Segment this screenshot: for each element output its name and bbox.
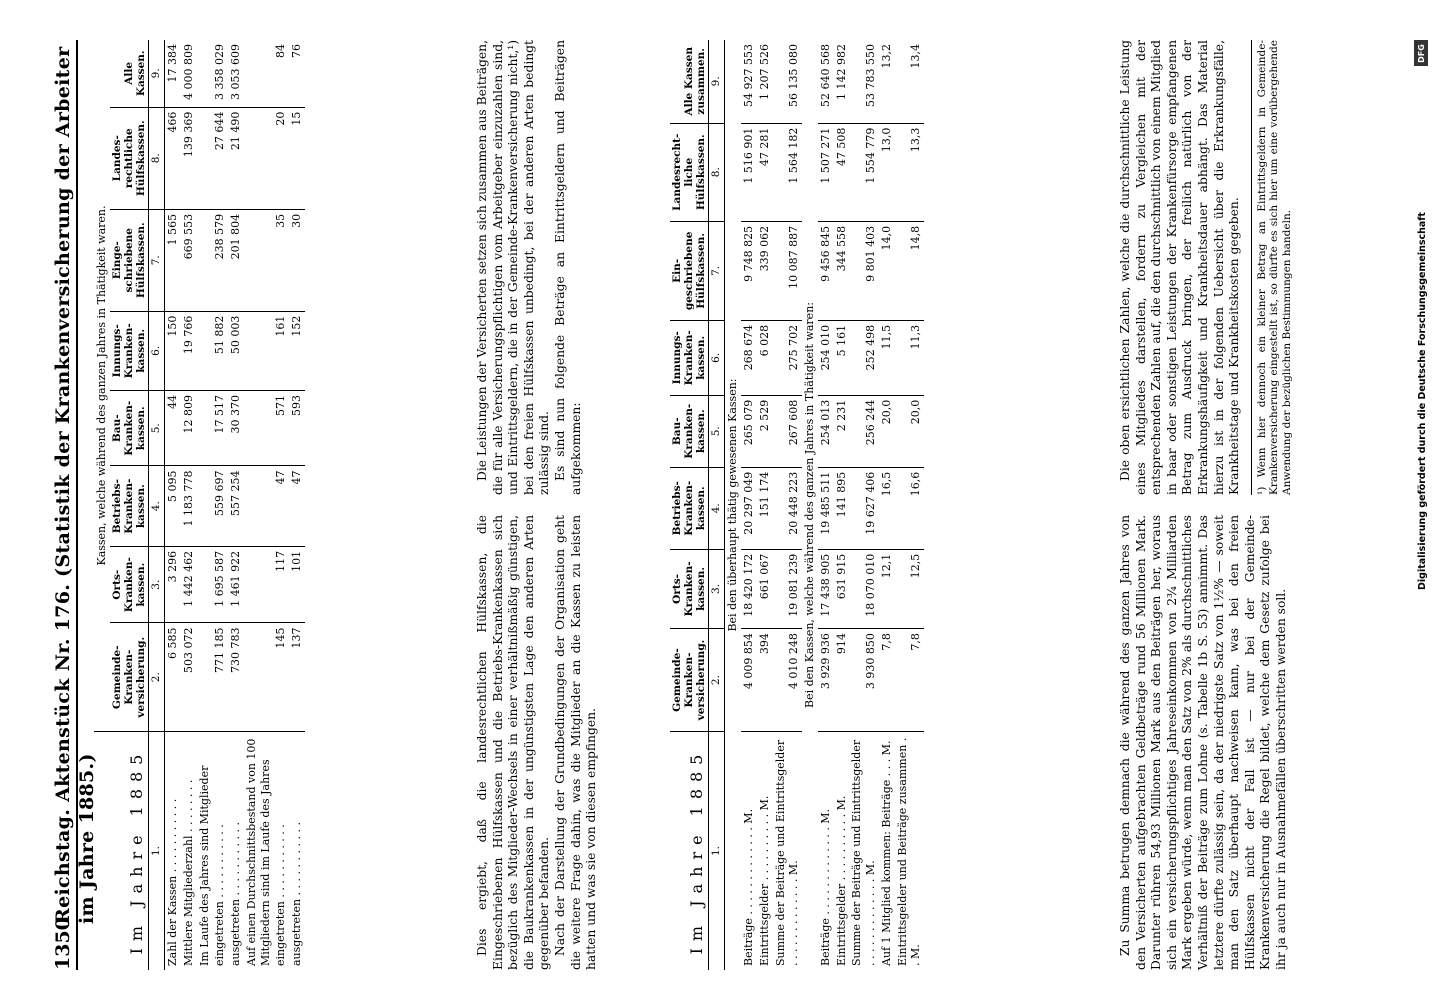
table-row <box>289 40 305 970</box>
cell-value: 20 448 223 <box>773 467 803 549</box>
column-header: Gemeinde-Kranken-versicherung. <box>670 629 709 732</box>
cell-value: 275 702 <box>773 320 803 395</box>
text-block-left-2 <box>1118 515 1290 970</box>
table-row <box>741 40 757 970</box>
cell-value: 5 161 <box>834 320 850 395</box>
column-number: 7. <box>709 221 725 320</box>
column-number: 9. <box>148 40 164 107</box>
section-row <box>802 40 818 970</box>
cell-value: 661 067 <box>757 549 773 628</box>
cell-value: 17 438 905 <box>818 549 834 628</box>
cell-value <box>197 466 213 546</box>
contributions-table-colnums <box>709 40 725 970</box>
cell-value: 44 <box>165 391 181 466</box>
text-block-right-1 <box>475 40 584 495</box>
text-block-left-1 <box>475 515 600 970</box>
super-header: Kassen, welche während des ganzen Jahres in Thätigkeit waren. <box>94 40 110 732</box>
cell-value: 344 558 <box>834 221 850 320</box>
table-row <box>895 40 925 970</box>
cell-value: 152 <box>289 311 305 390</box>
cell-value: 18 420 172 <box>741 549 757 628</box>
cell-value: 2 231 <box>834 395 850 467</box>
cell-value: 1 207 526 <box>757 40 773 123</box>
cell-value: 571 <box>273 391 289 466</box>
column-header: Betriebs-Kranken-kassen. <box>110 466 149 546</box>
cell-value: 3 930 850 <box>849 629 879 732</box>
cell-value: 139 369 <box>181 107 197 209</box>
cell-value: 161 <box>273 311 289 390</box>
cell-value: 914 <box>834 629 850 732</box>
cell-value: 19 627 406 <box>849 467 879 549</box>
cell-value: 30 370 <box>228 391 244 466</box>
cell-value: 1 442 462 <box>181 546 197 623</box>
cell-value: 238 579 <box>212 209 228 311</box>
row-label: Im Laufe des Jahres sind Mitglieder <box>197 765 211 966</box>
cell-value: 1 461 922 <box>228 546 244 623</box>
row-label: Eintrittsgelder . . . . . . . . . . M. <box>834 795 848 966</box>
column-number: 6. <box>148 311 164 390</box>
column-header: Ein-geschriebene Hülfskassen. <box>670 221 709 320</box>
cell-value: 9 456 845 <box>818 221 834 320</box>
column-number: 1. <box>148 732 164 971</box>
cell-value: 19 485 511 <box>818 467 834 549</box>
cell-value: 137 <box>289 623 305 732</box>
table-row <box>228 40 244 970</box>
cell-value: 254 010 <box>818 320 834 395</box>
row-label: Beiträge . . . . . . . . . . . . . M. <box>818 808 832 966</box>
row-label: Mittlere Mitgliederzahl . . . . . . . . <box>181 779 195 966</box>
cell-value: 730 783 <box>228 623 244 732</box>
row-label: Summe der Beiträge und Eintrittsgelder . . . . . . . . . . . . . M. <box>773 739 801 966</box>
cell-value: 252 498 <box>849 320 879 395</box>
cell-value: 56 135 080 <box>773 40 803 123</box>
section-caption: Bei den überhaupt thätig gewesenen Kassen: <box>726 378 740 632</box>
row-label: eingetreten . . . . . . . . . . . <box>213 824 227 966</box>
cell-value: 117 <box>273 546 289 623</box>
cell-value: 4 000 809 <box>181 40 197 107</box>
column-header: Orts-Kranken-kassen. <box>670 549 709 628</box>
cell-value: 466 <box>165 107 181 209</box>
table-row <box>773 40 803 970</box>
cell-value: 84 <box>273 40 289 107</box>
contributions-table-body <box>725 40 924 970</box>
table-row <box>879 40 895 970</box>
cell-value: 503 072 <box>181 623 197 732</box>
cell-value <box>244 311 274 390</box>
cell-value: 1 183 778 <box>181 466 197 546</box>
column-number: 3. <box>709 549 725 628</box>
column-number: 8. <box>148 107 164 209</box>
paragraph: Es sind nun folgende Beträge an Eintrittsgeldern und Beiträgen aufgekommen: <box>553 40 583 495</box>
table-row <box>273 40 289 970</box>
row-label: ausgetreten . . . . . . . . . . . <box>290 822 304 966</box>
cell-value: 1 564 182 <box>773 123 803 221</box>
paragraph: Die Leistungen der Versicherten setzen sich zusammen aus Beiträgen, die für alle Versicherungspflichtigen vom Arbeitgeber einzuzahlen sind, und Eintrittsgeldern, die in der Gemeinde-Krankenversicherung nicht,¹) bei den freien Hülfskassen unbedingt, bei der anderen Arten bedingt zulässig sind. <box>475 40 552 495</box>
cell-value: 19 766 <box>181 311 197 390</box>
cell-value: 14,8 <box>895 221 925 320</box>
table-row <box>212 40 228 970</box>
cell-value: 141 895 <box>834 467 850 549</box>
column-number: 9. <box>709 40 725 123</box>
cell-value: 13,0 <box>879 123 895 221</box>
column-header: Alle Kassen. <box>110 40 149 107</box>
cell-value: 4 009 854 <box>741 629 757 732</box>
paragraph: Dies ergiebt, daß die landesrechtlichen Hülfskassen, die Eingeschriebenen Hülfskassen und die Betriebs-Krankenkassen sich bezüglich des Mitglieder-Wechsels in einer verhältnißmäßig günstigen, die Baukrankenkassen in der ungünstigsten Lage den anderen Arten gegenüber befanden. <box>475 515 552 970</box>
column-number: 8. <box>709 123 725 221</box>
cell-value: 18 070 010 <box>849 549 879 628</box>
cell-value: 12 809 <box>181 391 197 466</box>
row-label: ausgetreten . . . . . . . . . . . <box>229 822 243 966</box>
column-header: Bau-Kranken-kassen. <box>110 391 149 466</box>
cell-value: 9 748 825 <box>741 221 757 320</box>
cell-value: 265 079 <box>741 395 757 467</box>
table-row <box>849 40 879 970</box>
cell-value: 6 028 <box>757 320 773 395</box>
section-row <box>725 40 741 970</box>
cell-value <box>197 209 213 311</box>
cell-value: 6 585 <box>165 623 181 732</box>
paragraph: Zu Summa betrugen demnach die während des ganzen Jahres von den Versicherten aufgebrachten Geldbeträge rund 56 Millionen Mark. Darunter rühren 54,93 Millionen Mark aus den Beiträgen her, woraus sich ein versicherungspflichtiges Jahreseinkommen von 2¾ Milliarden Mark ergeben würde, wenn man den Satz von 2% als durchschnittliches Verhältniß der Beiträge zum Lohne (s. Tabelle 1b S. 53) annimmt. Das letztere dürfte zulässig sein, da der niedrigste Satz von 1½% — soweit man den Satz überhaupt nachweisen kann, was bei den freien Hülfskassen nicht der Fall ist — nur bei der Gemeinde-Krankenversicherung die Regel bildet, welche dem Gesetz zufolge bei ihr ja auch nur in Ausnahmefällen überschritten werden soll. <box>1118 515 1289 970</box>
cell-value: 11,5 <box>879 320 895 395</box>
cell-value: 145 <box>273 623 289 732</box>
column-number: 2. <box>709 629 725 732</box>
cell-value <box>197 107 213 209</box>
row-label: Eintrittsgelder und Beiträge zusammen . . M. <box>895 737 923 966</box>
cell-value: 5 095 <box>165 466 181 546</box>
cell-value: 12,1 <box>879 549 895 628</box>
table-row <box>834 40 850 970</box>
column-number: 2. <box>148 623 164 732</box>
cell-value <box>197 623 213 732</box>
cell-value: 1 516 901 <box>741 123 757 221</box>
row-label: Auf einen Durchschnittsbestand von 100 Mitgliedern sind im Laufe des Jahres <box>244 738 272 966</box>
cell-value <box>197 311 213 390</box>
column-header: Alle Kassen zusammen. <box>670 40 709 123</box>
cell-value <box>197 391 213 466</box>
column-header: Innungs-Kranken-kassen. <box>110 311 149 390</box>
cell-value: 771 185 <box>212 623 228 732</box>
cell-value: 30 <box>289 209 305 311</box>
year-label: Im Jahre 1885 <box>94 732 148 971</box>
cell-value: 19 081 239 <box>773 549 803 628</box>
cell-value: 669 553 <box>181 209 197 311</box>
cell-value: 54 927 553 <box>741 40 757 123</box>
cell-value <box>244 209 274 311</box>
cell-value: 13,4 <box>895 40 925 123</box>
table-row <box>197 40 213 970</box>
cell-value: 10 087 887 <box>773 221 803 320</box>
cell-value: 150 <box>165 311 181 390</box>
cell-value: 268 674 <box>741 320 757 395</box>
cell-value <box>197 546 213 623</box>
page-header <box>50 40 98 970</box>
cell-value: 47 281 <box>757 123 773 221</box>
cell-value: 593 <box>289 391 305 466</box>
paragraph: Die oben ersichtlichen Zahlen, welche die durchschnittliche Leistung eines Mitgliedes darstellen, fordern zu Vergleichen mit der entsprechenden Zahlen auf, die den durchschnittlich von einem Mitglied in baar oder sonstigen Leistungen der Krankenfürsorge empfangenen Betrag zum Ausdruck bringen, der freilich natürlich von der Erkrankungshäufigkeit und Krankheitsdauer abhängt. Das Material hierzu ist in der folgenden Uebersicht über die Erkrankungsfälle, Krankheitstage und Krankheitskosten gegeben. <box>1118 40 1242 495</box>
paragraph: Nach der Darstellung der Grundbedingungen der Organisation geht die weitere Frage dahin, was die Mitglieder an die Kassen zu leisten hatten und was sie von diesen empfingen. <box>553 515 599 970</box>
cell-value: 339 062 <box>757 221 773 320</box>
cell-value: 2 529 <box>757 395 773 467</box>
row-label: Zahl der Kassen . . . . . . . . . . . <box>166 798 180 966</box>
column-header: Bau-Kranken-kassen. <box>670 395 709 467</box>
cell-value: 631 915 <box>834 549 850 628</box>
cell-value: 3 053 609 <box>228 40 244 107</box>
members-table-colnums <box>148 40 164 970</box>
table-row <box>165 40 181 970</box>
year-label: Im Jahre 1885 <box>670 732 709 971</box>
cell-value: 1 565 <box>165 209 181 311</box>
column-header: Betriebs-Kranken-kassen. <box>670 467 709 549</box>
row-label: Auf 1 Mitglied kommen: Beiträge . . . M. <box>879 740 893 966</box>
page-number: 1350 <box>52 917 74 970</box>
column-number: 5. <box>148 391 164 466</box>
digitization-credit: Digitalisierung gefördert durch die Deutsche Forschungsgemeinschaft <box>1417 212 1428 590</box>
section-caption: Bei den Kassen, welche während des ganzen Jahres in Thätigkeit waren: <box>803 302 817 708</box>
cell-value <box>244 466 274 546</box>
cell-value: 21 490 <box>228 107 244 209</box>
cell-value: 201 804 <box>228 209 244 311</box>
column-number: 4. <box>148 466 164 546</box>
cell-value <box>244 391 274 466</box>
cell-value <box>244 623 274 732</box>
members-table-body <box>165 40 305 970</box>
cell-value: 256 244 <box>849 395 879 467</box>
cell-value: 15 <box>289 107 305 209</box>
cell-value: 20,0 <box>879 395 895 467</box>
cell-value: 394 <box>757 629 773 732</box>
cell-value: 151 174 <box>757 467 773 549</box>
cell-value: 7,8 <box>879 629 895 732</box>
column-header: Gemeinde-Kranken-versicherung. <box>110 623 149 732</box>
row-label: Eintrittsgelder . . . . . . . . . . M. <box>757 795 771 966</box>
cell-value: 47 <box>273 466 289 546</box>
column-number: 6. <box>709 320 725 395</box>
column-header: Einge-schriebene Hülfskassen. <box>110 209 149 311</box>
cell-value: 3 929 936 <box>818 629 834 732</box>
cell-value: 9 801 403 <box>849 221 879 320</box>
cell-value: 13,3 <box>895 123 925 221</box>
cell-value: 7,8 <box>895 629 925 732</box>
cell-value: 101 <box>289 546 305 623</box>
cell-value: 17 384 <box>165 40 181 107</box>
cell-value: 47 508 <box>834 123 850 221</box>
members-table-superheader <box>94 40 110 970</box>
page-title: Reichstag. Aktenstück Nr. 176. (Statistik der Krankenversicherung der Arbeiter im Jahre 1885.) <box>52 46 98 924</box>
cell-value: 53 783 550 <box>849 40 879 123</box>
cell-value: 47 <box>289 466 305 546</box>
cell-value: 267 608 <box>773 395 803 467</box>
cell-value: 16,6 <box>895 467 925 549</box>
column-number: 1. <box>709 732 725 971</box>
cell-value: 1 695 587 <box>212 546 228 623</box>
dfg-logo-text: DFG <box>1416 43 1426 63</box>
cell-value <box>244 107 274 209</box>
row-label: Beiträge . . . . . . . . . . . . . M. <box>742 808 756 966</box>
cell-value: 50 003 <box>228 311 244 390</box>
table-row <box>244 40 274 970</box>
cell-value: 76 <box>289 40 305 107</box>
table-row <box>181 40 197 970</box>
cell-value: 1 507 271 <box>818 123 834 221</box>
column-header: Landes-rechtliche Hülfskassen. <box>110 107 149 209</box>
table-row <box>818 40 834 970</box>
cell-value: 4 010 248 <box>773 629 803 732</box>
table-row <box>757 40 773 970</box>
text-block-right-2 <box>1118 40 1294 495</box>
cell-value: 17 517 <box>212 391 228 466</box>
cell-value: 13,2 <box>879 40 895 123</box>
page-content <box>50 40 1410 970</box>
footnote: ¹) Wenn hier dennoch ein kleiner Betrag an Eintrittsgeldern in Gemeinde-Krankenversicherung eingestellt ist, so dürfte es sich hier um eine vorübergehende Anwendung der bezüglichen Bestimmungen handeln. <box>1251 40 1294 495</box>
cell-value: 12,5 <box>895 549 925 628</box>
cell-value: 35 <box>273 209 289 311</box>
column-number: 4. <box>709 467 725 549</box>
cell-value: 557 254 <box>228 466 244 546</box>
column-header: Orts-Kranken-kassen. <box>110 546 149 623</box>
cell-value: 254 013 <box>818 395 834 467</box>
cell-value <box>197 40 213 107</box>
row-label: eingetreten . . . . . . . . . . . <box>274 824 288 966</box>
contributions-table <box>670 40 924 970</box>
cell-value: 20 <box>273 107 289 209</box>
cell-value <box>244 546 274 623</box>
contributions-table-header <box>670 40 709 970</box>
cell-value: 16,5 <box>879 467 895 549</box>
column-header: Landesrecht-liche Hülfskassen. <box>670 123 709 221</box>
cell-value: 51 882 <box>212 311 228 390</box>
cell-value: 1 142 982 <box>834 40 850 123</box>
cell-value: 559 697 <box>212 466 228 546</box>
row-label: Summe der Beiträge und Eintrittsgelder . . . . . . . . . . . . . M. <box>850 739 878 966</box>
cell-value: 3 358 029 <box>212 40 228 107</box>
cell-value: 11,3 <box>895 320 925 395</box>
cell-value: 1 554 779 <box>849 123 879 221</box>
column-number: 5. <box>709 395 725 467</box>
column-header: Innungs-Kranken-kassen. <box>670 320 709 395</box>
cell-value: 20,0 <box>895 395 925 467</box>
column-number: 3. <box>148 546 164 623</box>
members-table <box>94 40 305 970</box>
column-number: 7. <box>148 209 164 311</box>
cell-value: 20 297 049 <box>741 467 757 549</box>
cell-value: 3 296 <box>165 546 181 623</box>
cell-value <box>244 40 274 107</box>
cell-value: 27 644 <box>212 107 228 209</box>
cell-value: 52 640 568 <box>818 40 834 123</box>
cell-value: 14,0 <box>879 221 895 320</box>
